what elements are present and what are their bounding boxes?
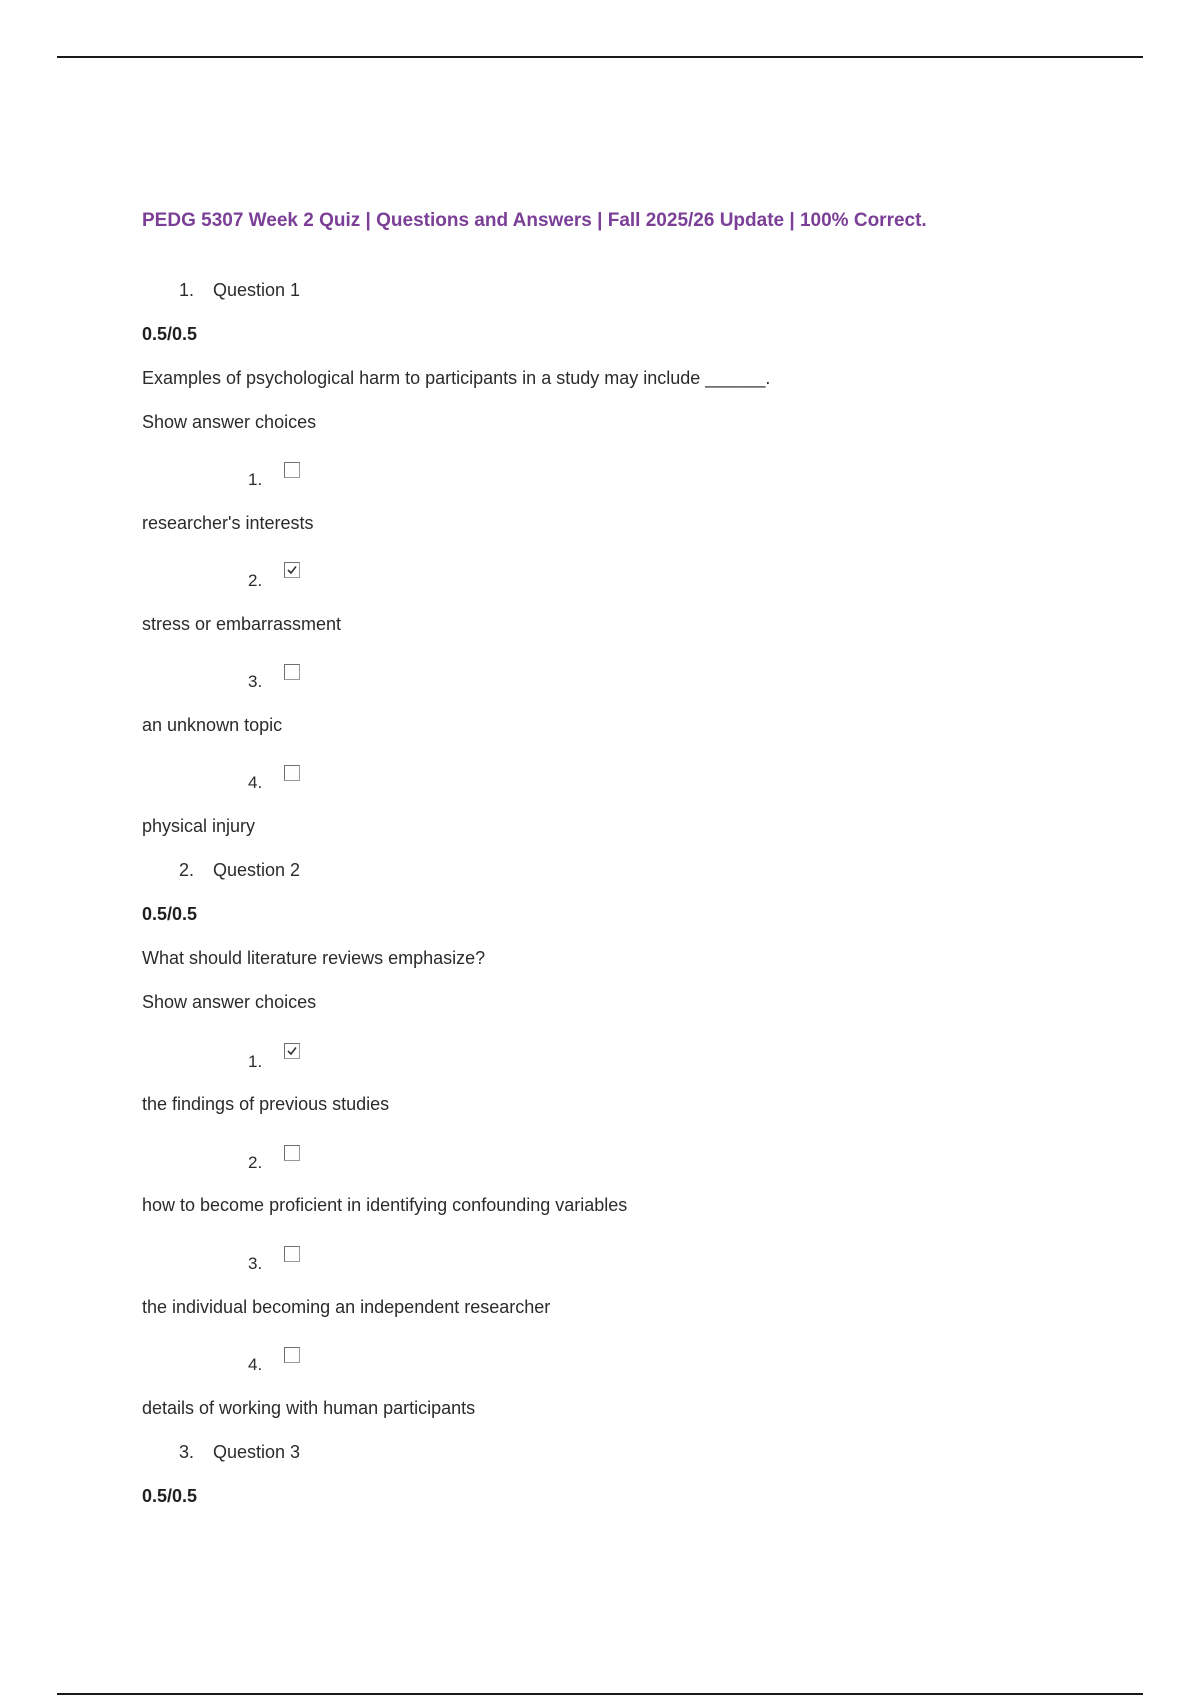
question-number: 1. (179, 280, 195, 300)
question-label: Question 1 (213, 280, 301, 300)
choice-number: 3. (248, 672, 263, 691)
choice-text: researcher's interests (142, 513, 314, 533)
choice-text: physical injury (142, 816, 256, 836)
checkbox-empty-icon[interactable] (284, 664, 300, 680)
checkbox-empty-icon[interactable] (284, 1246, 300, 1262)
show-answer-choices-link[interactable]: Show answer choices (142, 992, 317, 1012)
choice-number: 2. (248, 571, 263, 590)
checkbox-checked-icon[interactable] (284, 1043, 300, 1059)
document-title: PEDG 5307 Week 2 Quiz | Questions and Answers | Fall 2025/26 Update | 100% Correct. (142, 210, 927, 231)
checkbox-empty-icon[interactable] (284, 1145, 300, 1161)
choice-text: the findings of previous studies (142, 1094, 390, 1114)
header-rule (57, 56, 1143, 58)
question-number: 2. (179, 860, 195, 880)
choice-number: 1. (248, 470, 263, 489)
question-number: 3. (179, 1442, 195, 1462)
choice-number: 4. (248, 773, 263, 792)
question-score: 0.5/0.5 (142, 904, 198, 924)
checkbox-empty-icon[interactable] (284, 1347, 300, 1363)
choice-text: the individual becoming an independent researcher (142, 1297, 551, 1317)
question-heading (179, 858, 300, 882)
question-prompt: Examples of psychological harm to participants in a study may include ______. (142, 368, 771, 388)
checkmark-icon (286, 564, 298, 576)
choice-text: how to become proficient in identifying confounding variables (142, 1195, 628, 1215)
question-label: Question 2 (213, 860, 301, 880)
footer-rule (57, 1693, 1143, 1695)
choice-text: stress or embarrassment (142, 614, 342, 634)
question-prompt: What should literature reviews emphasize? (142, 948, 486, 968)
question-heading (179, 1440, 300, 1464)
choice-text: details of working with human participants (142, 1398, 476, 1418)
question-heading (179, 278, 300, 302)
checkmark-icon (286, 1045, 298, 1057)
question-score: 0.5/0.5 (142, 1486, 198, 1506)
choice-text: an unknown topic (142, 715, 283, 735)
question-score: 0.5/0.5 (142, 324, 198, 344)
checkbox-checked-icon[interactable] (284, 562, 300, 578)
checkbox-empty-icon[interactable] (284, 462, 300, 478)
checkbox-empty-icon[interactable] (284, 765, 300, 781)
choice-number: 1. (248, 1052, 263, 1071)
choice-number: 2. (248, 1153, 263, 1172)
choice-number: 4. (248, 1355, 263, 1374)
show-answer-choices-link[interactable]: Show answer choices (142, 412, 317, 432)
choice-number: 3. (248, 1254, 263, 1273)
question-label: Question 3 (213, 1442, 301, 1462)
